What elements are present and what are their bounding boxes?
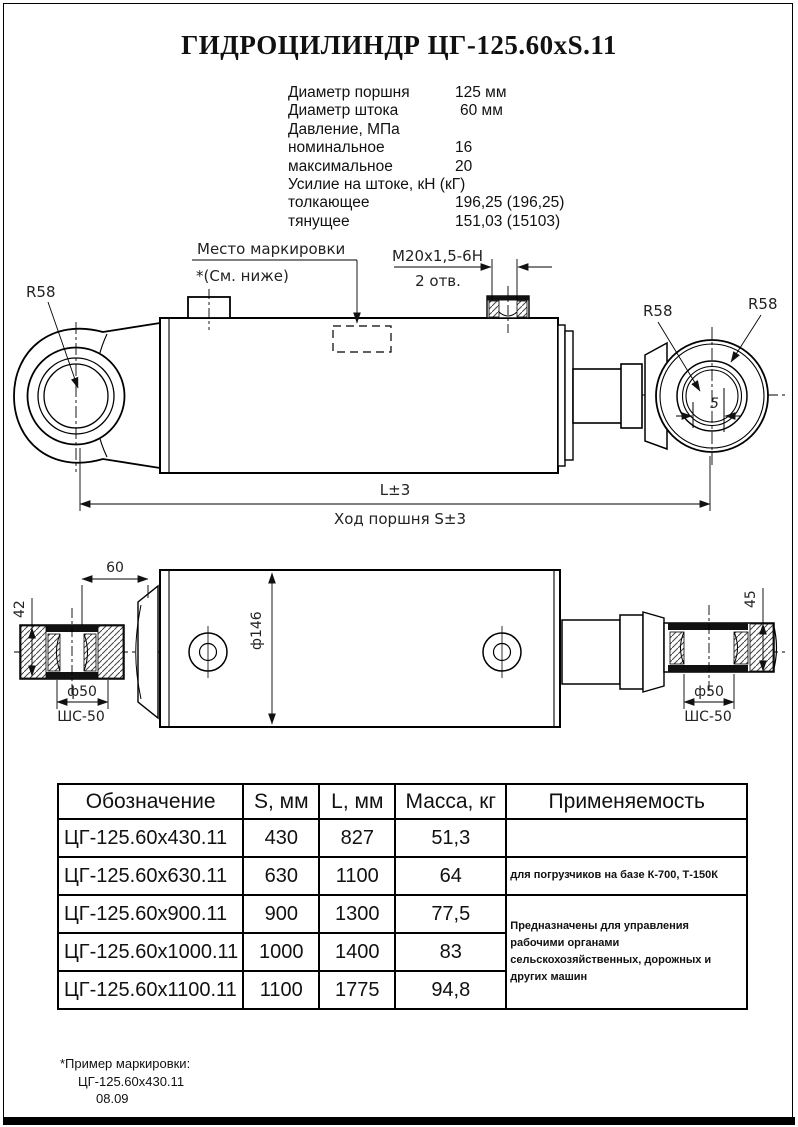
spec-row	[288, 139, 618, 157]
rod	[573, 369, 622, 423]
see-below-label: *(См. ниже)	[196, 267, 289, 285]
cell-l: 1300	[319, 895, 395, 933]
cell-s: 1000	[243, 933, 319, 971]
sheet-bottom-bar	[3, 1117, 795, 1125]
barrel	[160, 318, 558, 473]
spec-row	[288, 102, 618, 120]
cell-l: 827	[319, 819, 395, 857]
cell-applicability: для погрузчиков на базе К-700, Т-150К	[506, 857, 747, 895]
r58-label-right2: R58	[748, 295, 778, 313]
size-table	[57, 783, 748, 1010]
spec-value: 16	[455, 139, 473, 157]
cell-s: 630	[243, 857, 319, 895]
col-header-s: S, мм	[243, 784, 319, 819]
cell-applicability	[506, 819, 747, 857]
cell-designation: ЦГ-125.60х900.11	[58, 895, 243, 933]
cell-designation: ЦГ-125.60х430.11	[58, 819, 243, 857]
cell-applicability-merged: Предназначены для управления рабочими органами сельскохозяйственных, дорожных и других машин	[506, 895, 747, 1009]
r58-label-right1: R58	[643, 302, 673, 320]
dim-45-label: 45	[743, 590, 759, 608]
cell-designation: ЦГ-125.60х1100.11	[58, 971, 243, 1009]
dia-146-label: ф146	[249, 611, 265, 650]
bottom-view	[12, 560, 786, 727]
spec-row	[288, 121, 618, 139]
cell-mass: 64	[395, 857, 506, 895]
spec-value: 151,03 (15103)	[455, 212, 561, 230]
dim-l-label: L±3	[379, 481, 411, 499]
cell-designation: ЦГ-125.60х1000.11	[58, 933, 243, 971]
dim-42-label: 42	[12, 600, 28, 618]
col-header-designation: Обозначение	[58, 784, 243, 819]
dia-50-label-right: ф50	[694, 684, 724, 700]
spec-label: Диаметр штока	[288, 102, 399, 120]
rod-end-section	[562, 605, 777, 695]
cell-s: 1100	[243, 971, 319, 1009]
cylinder-drawing	[0, 230, 798, 750]
marking-example-title: *Пример маркировки:	[60, 1056, 191, 1071]
cell-l: 1400	[319, 933, 395, 971]
table-row	[58, 819, 747, 857]
col-header-l: L, мм	[319, 784, 395, 819]
marking-example-designation: ЦГ-125.60х430.11	[78, 1073, 185, 1089]
dia-50-label-left: ф50	[67, 684, 97, 700]
gland-ring-1	[558, 325, 565, 466]
marking-example-date: 08.09	[96, 1091, 129, 1106]
dim-60-label: 60	[106, 560, 124, 576]
bearing-label-right: ШС-50	[684, 709, 732, 725]
cell-designation: ЦГ-125.60х630.11	[58, 857, 243, 895]
r58-label-left: R58	[26, 283, 56, 301]
col-header-applicability: Применяемость	[506, 784, 747, 819]
spec-label: толкающее	[288, 194, 370, 212]
bearing-label-left: ШС-50	[57, 709, 105, 725]
table-row	[58, 857, 747, 895]
spec-block	[288, 84, 618, 231]
col-header-mass: Масса, кг	[395, 784, 506, 819]
spec-label: максимальное	[288, 157, 393, 175]
spec-row	[288, 84, 618, 102]
gland-ring-2	[565, 331, 573, 460]
spec-label: Усилие на штоке, кН (кГ)	[288, 175, 466, 193]
dim-stroke-label: Ход поршня S±3	[333, 510, 467, 528]
cell-s: 900	[243, 895, 319, 933]
cell-mass: 83	[395, 933, 506, 971]
cell-mass: 51,3	[395, 819, 506, 857]
cell-mass: 94,8	[395, 971, 506, 1009]
table-header-row	[58, 784, 747, 819]
spec-label: Диаметр поршня	[288, 84, 410, 101]
spec-value: 125 мм	[455, 84, 507, 101]
spec-row	[288, 158, 618, 176]
spec-label: Давление, МПа	[288, 120, 400, 138]
cell-l: 1100	[319, 857, 395, 895]
barrel-2	[160, 570, 560, 727]
thread-label: M20x1,5-6H	[392, 247, 483, 265]
page-title: ГИДРОЦИЛИНДР ЦГ-125.60xS.11	[181, 30, 617, 60]
marking-place-label: Место маркировки	[197, 240, 346, 258]
cell-s: 430	[243, 819, 319, 857]
spec-row	[288, 194, 618, 212]
spec-label: номинальное	[288, 139, 385, 157]
top-view	[14, 240, 786, 528]
spec-value: 60 мм	[460, 102, 503, 120]
spec-label: тянущее	[288, 212, 350, 230]
holes-label: 2 отв.	[415, 272, 461, 290]
dim-5-label: 5	[710, 396, 719, 412]
cell-l: 1775	[319, 971, 395, 1009]
spec-value: 20	[455, 157, 473, 175]
spec-row	[288, 176, 618, 194]
table-row	[58, 895, 747, 933]
spec-row	[288, 213, 618, 231]
rod-collar	[621, 364, 642, 428]
marking-example-note	[60, 1055, 190, 1108]
spec-value: 196,25 (196,25)	[455, 194, 565, 212]
cell-mass: 77,5	[395, 895, 506, 933]
